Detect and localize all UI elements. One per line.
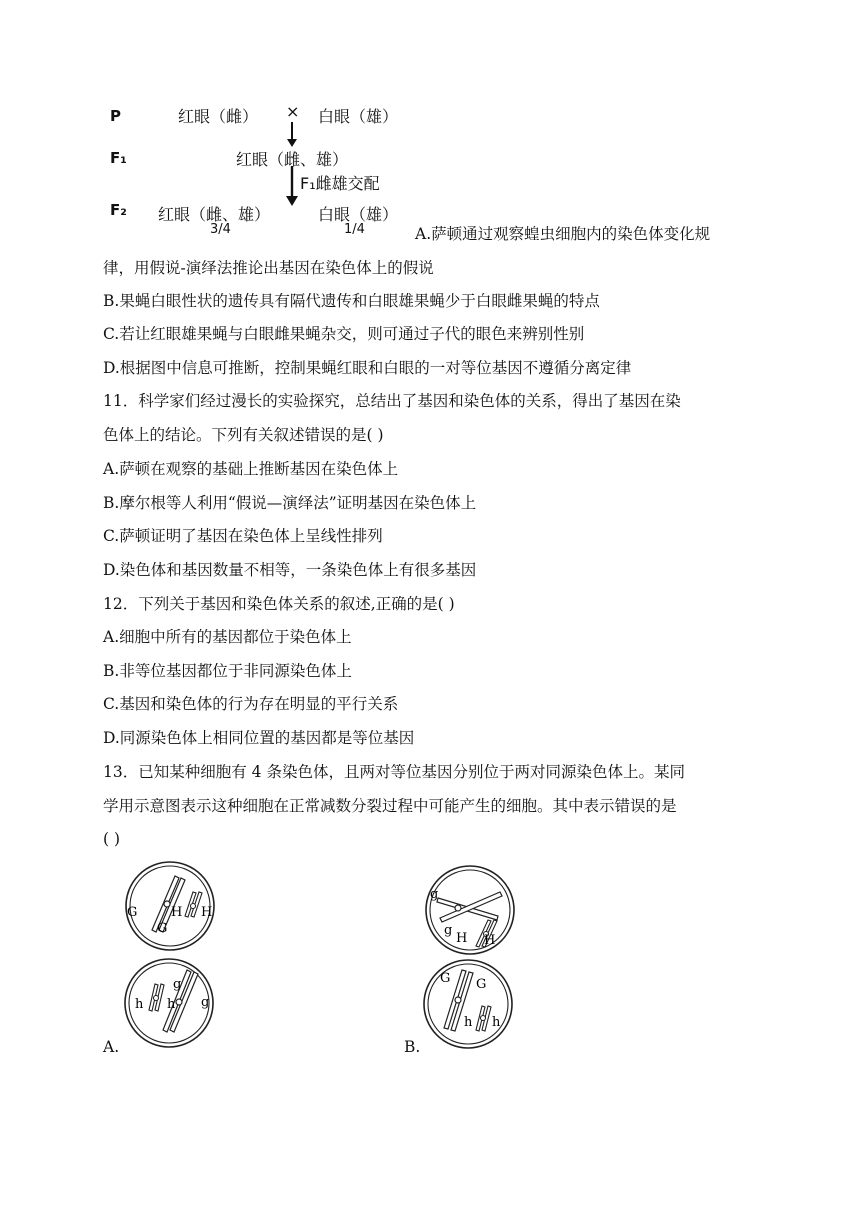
q11-option-c: C.萨顿证明了基因在染色体上呈线性排列 (103, 527, 383, 545)
f2-white-ratio: 1/4 (344, 222, 365, 237)
down-arrow-icon (285, 166, 299, 206)
q10-option-a: A.萨顿通过观察蝗虫细胞内的染色体变化规 (415, 225, 711, 243)
q10-option-c: C.若让红眼雄果蝇与白眼雌果蝇杂交，则可通过子代的眼色来辨别性别 (103, 325, 585, 343)
cell-b1 (426, 866, 514, 954)
chromosome-pair-h (185, 892, 202, 917)
q10-option-a-cont: 律，用假说-演绎法推论出基因在染色体上的假说 (103, 259, 434, 277)
q10-option-d: D.根据图中信息可推断，控制果蝇红眼和白眼的一对等位基因不遵循分离定律 (103, 359, 632, 377)
gene-label: h (167, 997, 176, 1012)
q12-option-a: A.细胞中所有的基因都位于染色体上 (103, 628, 352, 646)
cell-a1 (126, 862, 214, 950)
q12-option-b: B.非等位基因都位于非同源染色体上 (103, 662, 352, 680)
f2-red: 红眼（雌、雄） (158, 205, 271, 224)
q11-stem-cont: 色体上的结论。下列有关叙述错误的是( ) (103, 426, 384, 444)
option-b-cells-figure (418, 862, 528, 1052)
gene-label: G (157, 921, 168, 936)
cross-diagram (100, 98, 420, 246)
q11-option-b: B.摩尔根等人利用“假说—演绎法”证明基因在染色体上 (103, 494, 477, 512)
gene-label: H (171, 905, 183, 920)
f2-label: F₂ (110, 201, 127, 219)
gene-label: h (135, 997, 144, 1012)
gene-label: g (173, 977, 182, 992)
f2-white: 白眼（雄） (318, 205, 399, 224)
p-male: 白眼（雄） (318, 107, 399, 126)
q12-option-c: C.基因和染色体的行为存在明显的平行关系 (103, 695, 399, 713)
down-arrow-icon (285, 122, 299, 148)
gene-label: h (464, 1015, 473, 1030)
gene-label: g (430, 887, 439, 902)
q13-stem: 13．已知某种细胞有 4 条染色体，且两对等位基因分别位于两对同源染色体上。某同 (103, 763, 685, 781)
gene-label: g (201, 995, 210, 1010)
option-a-label: A. (103, 1038, 120, 1056)
cross-sign: × (286, 102, 300, 121)
gene-label: H (456, 931, 468, 946)
gene-label: H (201, 905, 213, 920)
chromosome-pair-h (149, 984, 164, 1011)
gene-label: G (127, 905, 138, 920)
gene-label: h (492, 1015, 501, 1030)
gene-label: H (484, 933, 496, 948)
chromosome-pair-g (437, 892, 502, 922)
option-b-label: B. (404, 1038, 421, 1056)
p-female: 红眼（雌） (178, 107, 259, 126)
q13-stem-cont: 学用示意图表示这种细胞在正常减数分裂过程中可能产生的细胞。其中表示错误的是 (103, 797, 677, 815)
q11-option-d: D.染色体和基因数量不相等，一条染色体上有很多基因 (103, 561, 477, 579)
q11-stem: 11．科学家们经过漫长的实验探究，总结出了基因和染色体的关系，得出了基因在染 (103, 392, 681, 410)
f2-red-ratio: 3/4 (210, 222, 231, 237)
gene-label: G (440, 971, 451, 986)
cell-a2 (125, 959, 213, 1047)
q12-stem: 12．下列关于基因和染色体关系的叙述,正确的是( ) (103, 595, 455, 613)
gene-label: g (444, 923, 453, 938)
q11-option-a: A.萨顿在观察的基础上推断基因在染色体上 (103, 460, 399, 478)
q10-option-b: B.果蝇白眼性状的遗传具有隔代遗传和白眼雄果蝇少于白眼雌果蝇的特点 (103, 292, 600, 310)
f1-phenotype: 红眼（雌、雄） (236, 150, 349, 169)
q13-stem-end: ( ) (103, 830, 121, 848)
p-label: P (110, 107, 121, 125)
option-a-cells-figure (115, 860, 225, 1050)
q12-option-d: D.同源染色体上相同位置的基因都是等位基因 (103, 729, 415, 747)
chromosome-pair-h (476, 1006, 491, 1031)
gene-label: G (476, 977, 487, 992)
f1-mating: F₁雌雄交配 (300, 174, 380, 193)
cell-b2 (424, 960, 512, 1048)
f1-label: F₁ (110, 149, 127, 167)
